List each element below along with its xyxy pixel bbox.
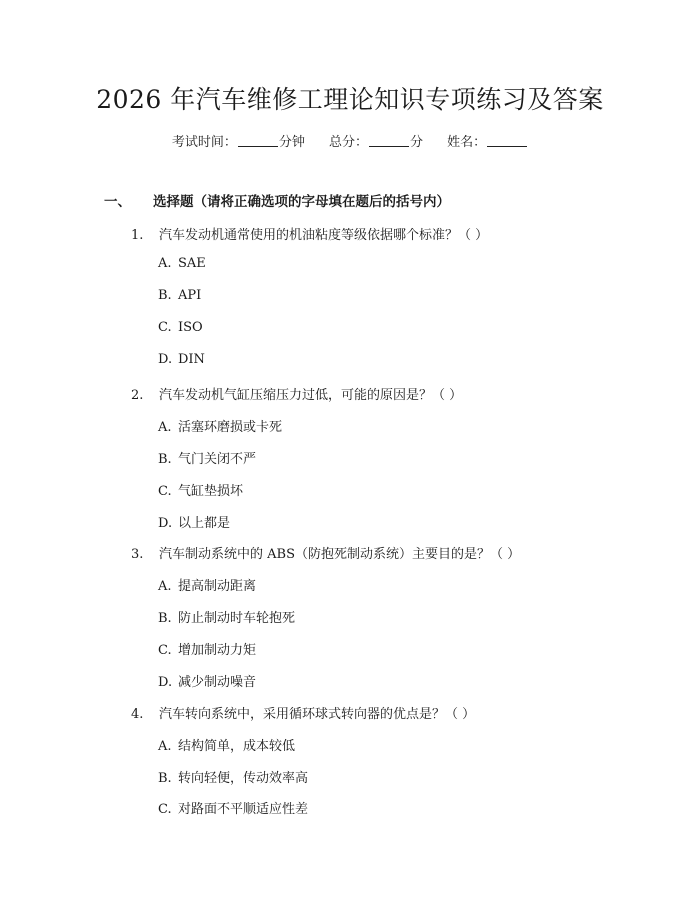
student-name-blank bbox=[487, 134, 527, 147]
option-1b bbox=[158, 288, 201, 303]
option-text: DIN bbox=[178, 352, 205, 367]
option-text: 结构简单，成本较低 bbox=[178, 739, 296, 754]
document-title: 2026 年汽车维修工理论知识专项练习及答案 bbox=[96, 85, 604, 114]
option-letter: B. bbox=[158, 611, 172, 626]
option-text: 增加制动力矩 bbox=[178, 643, 257, 658]
option-letter: B. bbox=[158, 452, 172, 467]
option-letter: C. bbox=[158, 643, 172, 658]
option-letter: C. bbox=[158, 320, 172, 335]
total-score-unit: 分 bbox=[410, 135, 424, 150]
option-letter: A. bbox=[158, 739, 172, 754]
option-4b bbox=[158, 767, 308, 786]
option-1d bbox=[158, 352, 205, 367]
option-letter: C. bbox=[158, 802, 172, 817]
option-4a bbox=[158, 735, 295, 754]
question-3 bbox=[131, 543, 520, 562]
total-score-label: 总分： bbox=[328, 135, 368, 150]
section-number: 一、 bbox=[104, 194, 131, 210]
option-text: 转向轻便，传动效率高 bbox=[178, 771, 309, 786]
option-3d bbox=[158, 671, 256, 690]
question-text: 汽车发动机气缸压缩压力过低，可能的原因是？（ ） bbox=[159, 388, 463, 403]
option-letter: D. bbox=[158, 516, 173, 531]
option-letter: A. bbox=[158, 256, 172, 271]
option-letter: D. bbox=[158, 352, 173, 367]
option-2d bbox=[158, 512, 230, 531]
option-4c bbox=[158, 798, 308, 817]
option-text: 气缸垫损坏 bbox=[178, 484, 244, 499]
option-3a bbox=[158, 575, 256, 594]
question-number: 4. bbox=[131, 707, 144, 722]
option-3c bbox=[158, 639, 256, 658]
option-letter: C. bbox=[158, 484, 172, 499]
option-letter: A. bbox=[158, 579, 172, 594]
exam-time bbox=[172, 131, 305, 150]
option-2c bbox=[158, 480, 243, 499]
question-number: 2. bbox=[131, 388, 144, 403]
question-number: 3. bbox=[131, 547, 144, 562]
option-text: API bbox=[178, 288, 202, 303]
total-score-blank bbox=[369, 134, 409, 147]
student-name-label: 姓名： bbox=[447, 135, 487, 150]
exam-time-label: 考试时间： bbox=[171, 135, 237, 150]
option-text: 提高制动距离 bbox=[178, 579, 257, 594]
option-letter: D. bbox=[158, 675, 173, 690]
option-text: 防止制动时车轮抱死 bbox=[178, 611, 296, 626]
option-2a bbox=[158, 416, 282, 435]
question-2 bbox=[131, 384, 462, 403]
option-3b bbox=[158, 607, 295, 626]
option-text: ISO bbox=[178, 320, 203, 335]
student-name bbox=[447, 131, 528, 150]
question-text: 汽车制动系统中的 ABS（防抱死制动系统）主要目的是？（ ） bbox=[159, 547, 521, 562]
option-2b bbox=[158, 448, 256, 467]
question-number: 1. bbox=[131, 228, 144, 243]
option-text: 活塞环磨损或卡死 bbox=[178, 420, 283, 435]
question-1 bbox=[131, 224, 488, 243]
exam-time-unit: 分钟 bbox=[278, 135, 305, 150]
question-text: 汽车转向系统中，采用循环球式转向器的优点是？（ ） bbox=[159, 707, 476, 722]
question-text: 汽车发动机通常使用的机油粘度等级依据哪个标准？（ ） bbox=[159, 228, 489, 243]
section-heading bbox=[104, 190, 450, 210]
option-text: SAE bbox=[178, 256, 206, 271]
exam-time-blank bbox=[238, 134, 278, 147]
option-text: 减少制动噪音 bbox=[178, 675, 257, 690]
exam-meta bbox=[0, 131, 700, 150]
option-letter: B. bbox=[158, 288, 172, 303]
option-text: 以上都是 bbox=[178, 516, 231, 531]
option-letter: A. bbox=[158, 420, 172, 435]
option-text: 对路面不平顺适应性差 bbox=[178, 802, 309, 817]
option-1c bbox=[158, 320, 203, 335]
option-1a bbox=[158, 256, 206, 271]
section-title: 选择题（请将正确选项的字母填在题后的括号内） bbox=[153, 194, 450, 210]
option-text: 气门关闭不严 bbox=[178, 452, 257, 467]
total-score bbox=[329, 131, 423, 150]
option-letter: B. bbox=[158, 771, 172, 786]
question-4 bbox=[131, 703, 475, 722]
